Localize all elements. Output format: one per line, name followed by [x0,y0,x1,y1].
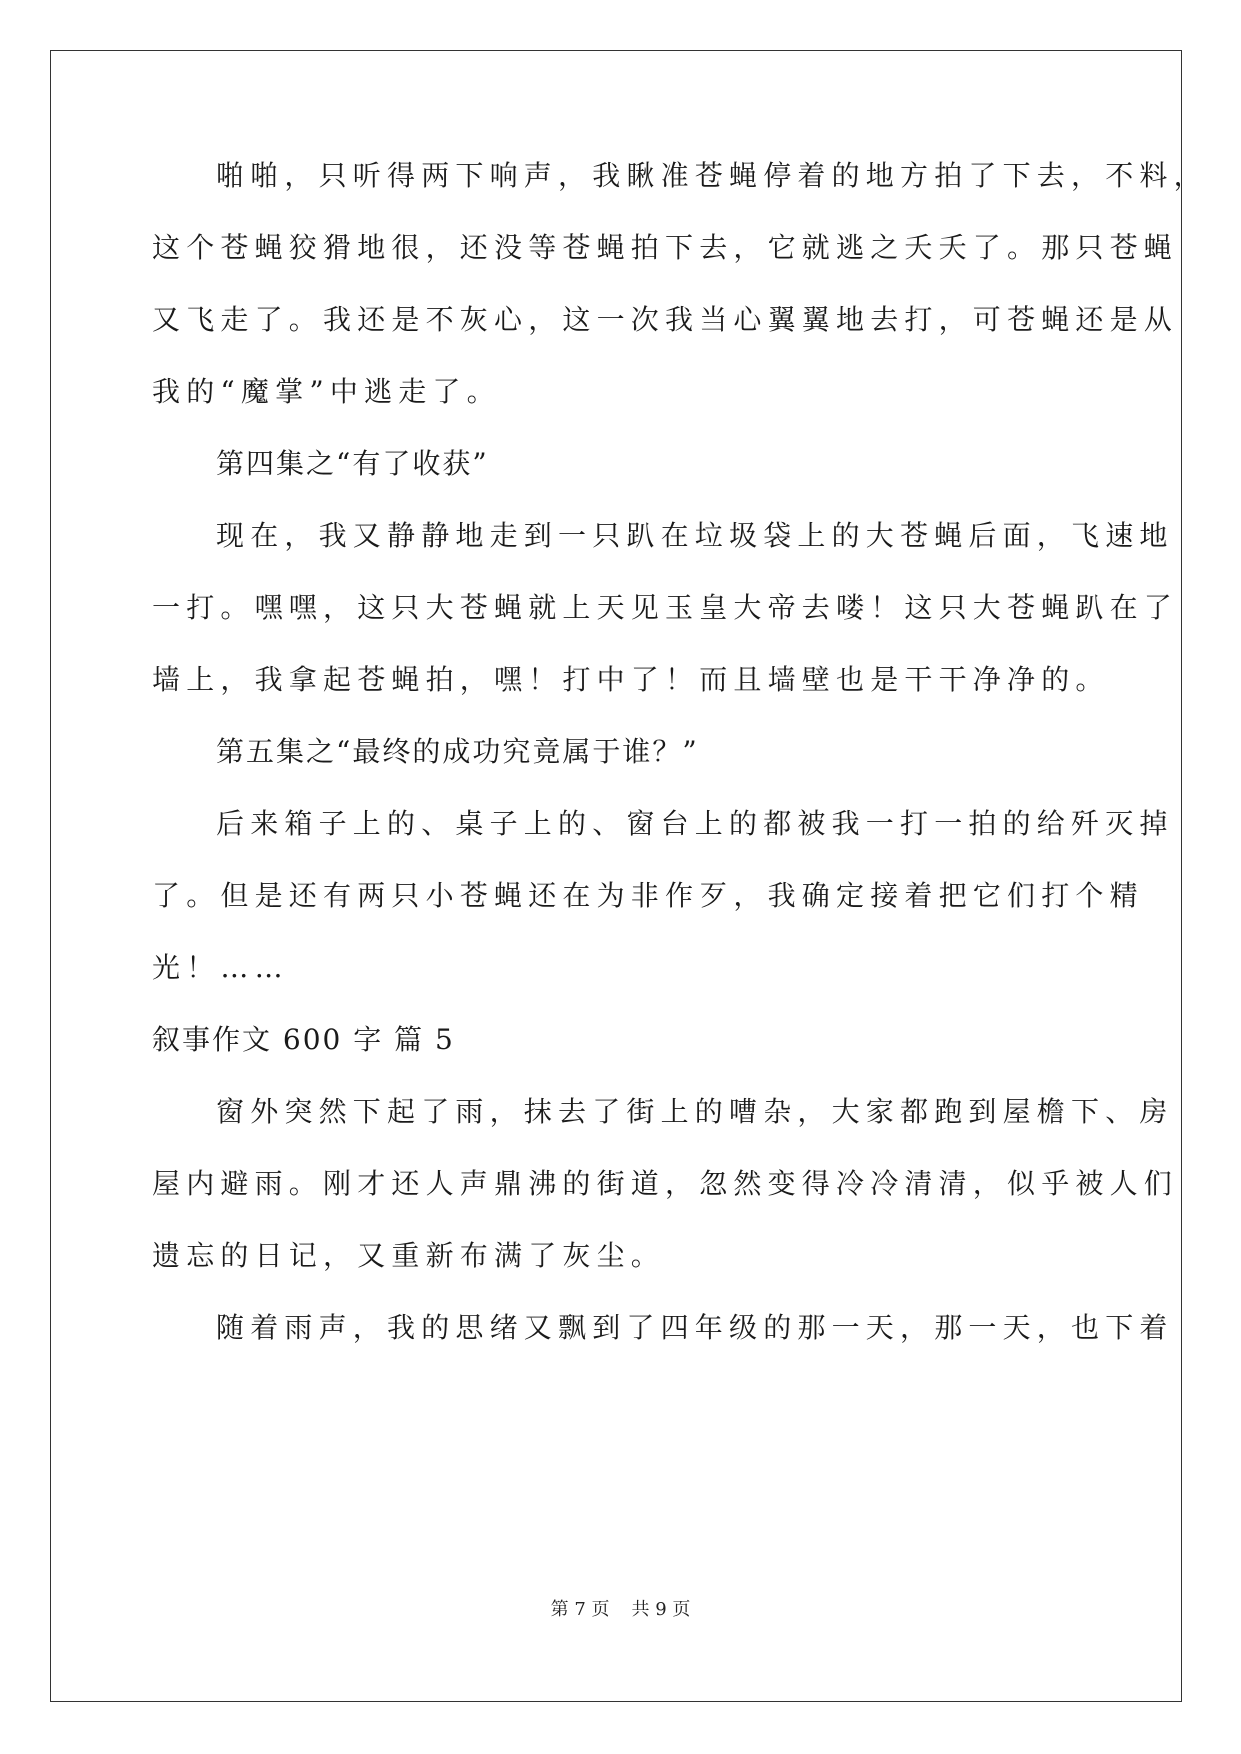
paragraph-line: 遗忘的日记，又重新布满了灰尘。 [152,1239,666,1272]
paragraph-line: 我的“魔掌”中逃走了。 [152,375,501,408]
paragraph-line: 光！…… [152,951,289,984]
page-number: 第 7 页 [550,1599,610,1620]
page-footer [0,1598,1241,1622]
paragraph-line: 屋内避雨。刚才还人声鼎沸的街道，忽然变得冷冷清清，似乎被人们 [152,1167,1179,1200]
paragraph-line: 后来箱子上的、桌子上的、窗台上的都被我一打一拍的给歼灭掉 [216,807,1174,840]
page-total: 共 9 页 [631,1599,691,1620]
paragraph-line: 现在，我又静静地走到一只趴在垃圾袋上的大苍蝇后面，飞速地 [216,519,1174,552]
paragraph-line: 这个苍蝇狡猾地很，还没等苍蝇拍下去，它就逃之夭夭了。那只苍蝇 [152,231,1179,264]
paragraph-line: 了。但是还有两只小苍蝇还在为非作歹，我确定接着把它们打个精 [152,879,1144,912]
paragraph-line: 窗外突然下起了雨，抹去了街上的嘈杂，大家都跑到屋檐下、房 [216,1095,1174,1128]
paragraph-line: 又飞走了。我还是不灰心，这一次我当心翼翼地去打，可苍蝇还是从 [152,303,1179,336]
article-title: 叙事作文 600 字 篇 5 [152,1023,455,1056]
paragraph-line: 墙上，我拿起苍蝇拍，嘿！打中了！而且墙壁也是干干净净的。 [152,663,1110,696]
section-heading: 第四集之“有了收获” [216,447,489,480]
paragraph-line: 啪啪，只听得两下响声，我瞅准苍蝇停着的地方拍了下去，不料， [216,159,1208,192]
paragraph-line: 随着雨声，我的思绪又飘到了四年级的那一天，那一天，也下着 [216,1311,1174,1344]
section-heading: 第五集之“最终的成功究竟属于谁？” [216,735,699,768]
paragraph-line: 一打。嘿嘿，这只大苍蝇就上天见玉皇大帝去喽！这只大苍蝇趴在了 [152,591,1179,624]
